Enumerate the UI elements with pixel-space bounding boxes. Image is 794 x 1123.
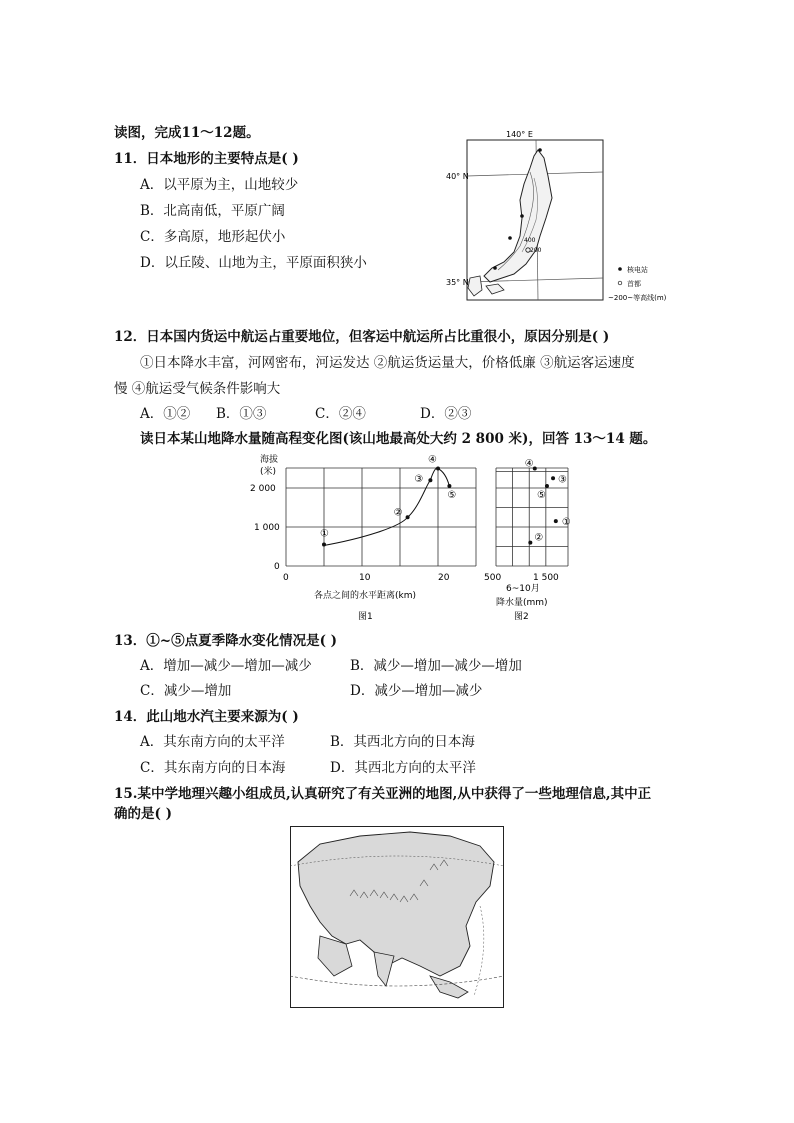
fig1-point-label-3: ③	[414, 474, 424, 486]
fig2-point-label-1: ①	[561, 517, 571, 529]
plant-dot-2	[520, 214, 524, 218]
fig2-point-5	[545, 484, 549, 488]
fig2-point-3	[551, 476, 555, 480]
contour-400-label: 400	[524, 237, 536, 244]
legend-contour: ~200~等高线(m)	[608, 294, 667, 302]
fig2-point-label-4: ④	[524, 458, 534, 470]
fig1-point-label-2: ②	[393, 507, 403, 519]
q11-option-b: B．北高南低，平原广阔	[140, 203, 285, 219]
plant-dot-4	[493, 266, 497, 270]
lat-35-label: 35° N	[446, 278, 469, 287]
japan-map	[440, 128, 670, 304]
q13-option-a: A．增加—减少—增加—减少	[140, 658, 312, 674]
q15-line2: 确的是( )	[114, 806, 172, 822]
fig2-point-1	[554, 519, 558, 523]
q14-stem: 14．此山地水汽主要来源为( )	[114, 709, 299, 725]
legend-plant-icon	[618, 267, 622, 271]
q13-option-d: D．减少—增加—减少	[350, 683, 483, 699]
q13-option-c: C．减少—增加	[140, 683, 232, 699]
fig1-ytick-0: 0	[274, 562, 280, 572]
q11-stem: 11．日本地形的主要特点是( )	[114, 151, 299, 167]
fig2-xtick-1500: 1 500	[533, 573, 559, 583]
fig1-xlabel: 各点之间的水平距离(km)	[314, 591, 417, 601]
q13-stem: 13．①~⑤点夏季降水变化情况是( )	[114, 633, 338, 649]
asia-map	[290, 826, 504, 1008]
fig2-point-label-2: ②	[534, 532, 544, 544]
fig1-point-label-4: ④	[428, 454, 437, 466]
q12-option-d: D．②③	[420, 406, 472, 422]
fig1-ytick-1000: 1 000	[254, 523, 280, 533]
plant-dot-3	[508, 236, 512, 240]
q14-option-b: B．其西北方向的日本海	[330, 734, 475, 750]
contour-200-label: 200	[530, 247, 542, 254]
fig1-yunit: (米)	[260, 467, 277, 477]
q13-option-b: B．减少—增加—减少—增加	[350, 658, 522, 674]
fig1-point-label-1: ①	[320, 528, 329, 540]
legend-capital-icon	[618, 281, 622, 285]
fig1-point-label-5: ⑤	[447, 490, 457, 502]
fig1-point-3	[428, 478, 432, 482]
fig1-grid	[286, 468, 476, 566]
q11-option-d: D．以丘陵、山地为主，平原面积狭小	[140, 255, 367, 271]
fig1-xtick-20: 20	[438, 573, 450, 583]
fig2-caption: 图2	[514, 612, 529, 622]
fig2-point-label-3: ③	[558, 474, 568, 486]
q14-option-d: D．其西北方向的太平洋	[330, 760, 476, 776]
intro-13-14: 读日本某山地降水量随高程变化图(该山地最高处大约 2 800 米)，回答 13～14 题。	[140, 431, 657, 447]
q14-option-c: C．其东南方向的日本海	[140, 760, 286, 776]
q12-stem: 12．日本国内货运中航运占重要地位，但客运中航运所占比重很小，原因分别是( )	[114, 329, 610, 345]
q12-option-a: A．①②	[140, 406, 191, 422]
q14-option-a: A．其东南方向的太平洋	[140, 734, 285, 750]
fig2-xtick-500: 500	[484, 573, 502, 583]
q12-option-b: B．①③	[216, 406, 267, 422]
fig1-caption: 图1	[358, 612, 373, 622]
q12-option-c: C．②④	[315, 406, 366, 422]
fig1-xtick-10: 10	[359, 573, 371, 583]
fig1-ytick-2000: 2 000	[250, 484, 276, 494]
fig1-point-2	[406, 515, 410, 519]
lat-40-label: 40° N	[446, 172, 469, 181]
fig1-point-5	[447, 484, 451, 488]
intro-11-12: 读图，完成11～12题。	[114, 125, 260, 141]
q12-line3: 慢 ④航运受气候条件影响大	[114, 381, 281, 397]
fig2-xlabel1: 6~10月	[506, 584, 540, 594]
q11-option-c: C．多高原，地形起伏小	[140, 229, 286, 245]
fig2-point-label-5: ⑤	[536, 490, 546, 502]
fig2-point-2	[528, 541, 532, 545]
plant-dot-1	[538, 148, 542, 152]
lon-140-label: 140° E	[506, 130, 533, 139]
legend-plant: 核电站	[627, 266, 648, 274]
legend-capital: 首都	[627, 280, 641, 288]
q15-line1: 15.某中学地理兴趣小组成员,认真研究了有关亚洲的地图,从中获得了一些地理信息,其中正	[114, 786, 652, 802]
q12-line2: ①日本降水丰富，河网密布，河运发达 ②航运货运量大，价格低廉 ③航运客运速度	[140, 355, 635, 371]
fig2-xlabel2: 降水量(mm)	[496, 598, 548, 608]
elevation-figure	[250, 450, 580, 625]
fig1-ylabel: 海拔	[260, 455, 279, 465]
fig1-point-1	[322, 543, 326, 547]
fig1-point-4	[436, 467, 440, 471]
fig1-xtick-0: 0	[283, 573, 289, 583]
q11-option-a: A．以平原为主，山地较少	[140, 177, 299, 193]
